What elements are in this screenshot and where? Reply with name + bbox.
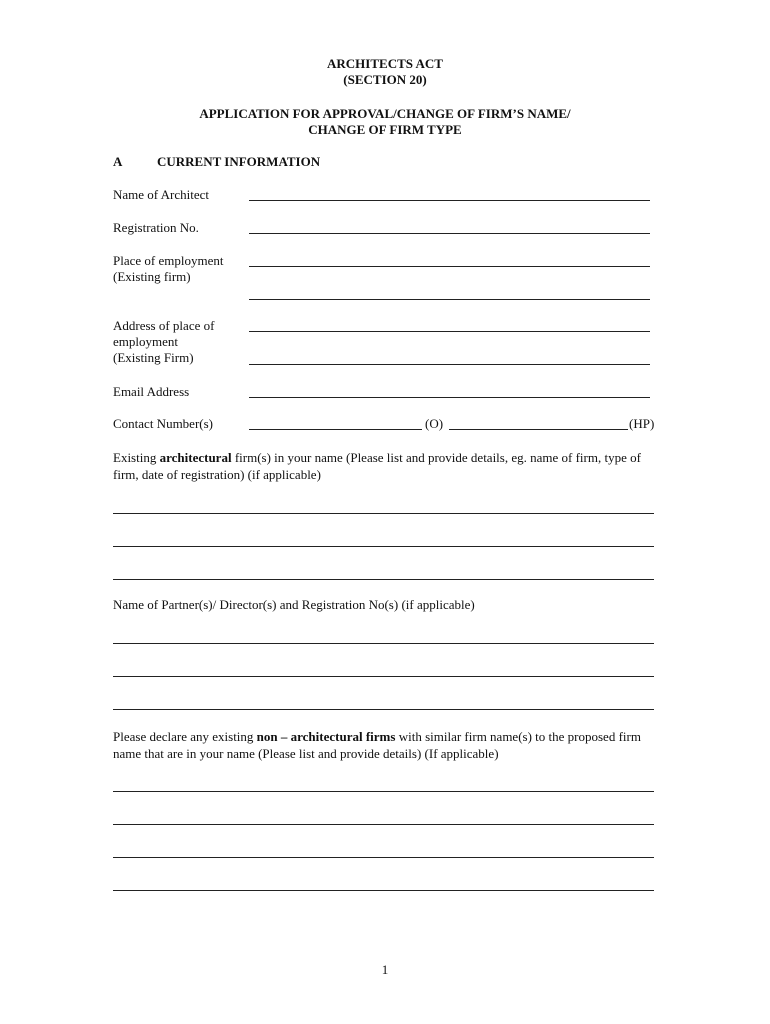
non-arch-line-4[interactable] [113,890,654,891]
non-arch-bold: non – architectural firms [256,729,396,744]
non-arch-firms-instruction [113,728,658,762]
existing-firms-prefix: Existing [113,450,160,465]
place-of-employment-label: Place of employment [113,253,224,268]
hp-suffix: (HP) [629,416,655,431]
address-label-line3: (Existing Firm) [113,350,194,365]
page-number: 1 [381,962,389,977]
registration-no-field[interactable] [249,233,650,234]
existing-firms-rest: firm(s) in your name (Please list and provide details, eg. name of firm, type of firm, date of registration) (if applicable) [113,450,641,482]
section-number: (SECTION 20) [343,72,427,87]
section-title: CURRENT INFORMATION [157,154,321,169]
contact-hp-field[interactable] [449,429,628,430]
name-of-architect-label: Name of Architect [113,187,210,202]
non-arch-line-3[interactable] [113,857,654,858]
place-of-employment-field-1[interactable] [249,266,650,267]
registration-no-label: Registration No. [113,220,199,235]
existing-firms-line-1[interactable] [113,513,654,514]
existing-firms-line-3[interactable] [113,579,654,580]
existing-firms-instruction [113,449,658,483]
contact-label: Contact Number(s) [113,416,214,431]
email-field[interactable] [249,397,650,398]
act-title: ARCHITECTS ACT [327,56,443,71]
address-field-1[interactable] [249,331,650,332]
name-of-architect-field[interactable] [249,200,650,201]
address-label-line1: Address of place of [113,318,215,333]
non-arch-prefix: Please declare any existing [113,729,257,744]
application-title-line1: APPLICATION FOR APPROVAL/CHANGE OF FIRM’S NAME/ [199,106,571,121]
place-of-employment-field-2[interactable] [249,299,650,300]
non-arch-rest: with similar firm name(s) to the proposed firm name that are in your name (Please list and provide details) (If applicable) [113,729,641,761]
existing-firms-line-2[interactable] [113,546,654,547]
partners-line-1[interactable] [113,643,654,644]
existing-firms-bold: architectural [159,450,232,465]
partners-label: Name of Partner(s)/ Director(s) and Registration No(s) (if applicable) [113,597,475,612]
application-title-line2: CHANGE OF FIRM TYPE [308,122,462,137]
non-arch-line-2[interactable] [113,824,654,825]
contact-office-field[interactable] [249,429,422,430]
partners-line-2[interactable] [113,676,654,677]
existing-firm-label: (Existing firm) [113,269,191,284]
office-suffix: (O) [425,416,444,431]
address-field-2[interactable] [249,364,650,365]
address-label-line2: employment [113,334,178,349]
non-arch-line-1[interactable] [113,791,654,792]
section-letter: A [113,154,123,169]
email-label: Email Address [113,384,190,399]
partners-line-3[interactable] [113,709,654,710]
